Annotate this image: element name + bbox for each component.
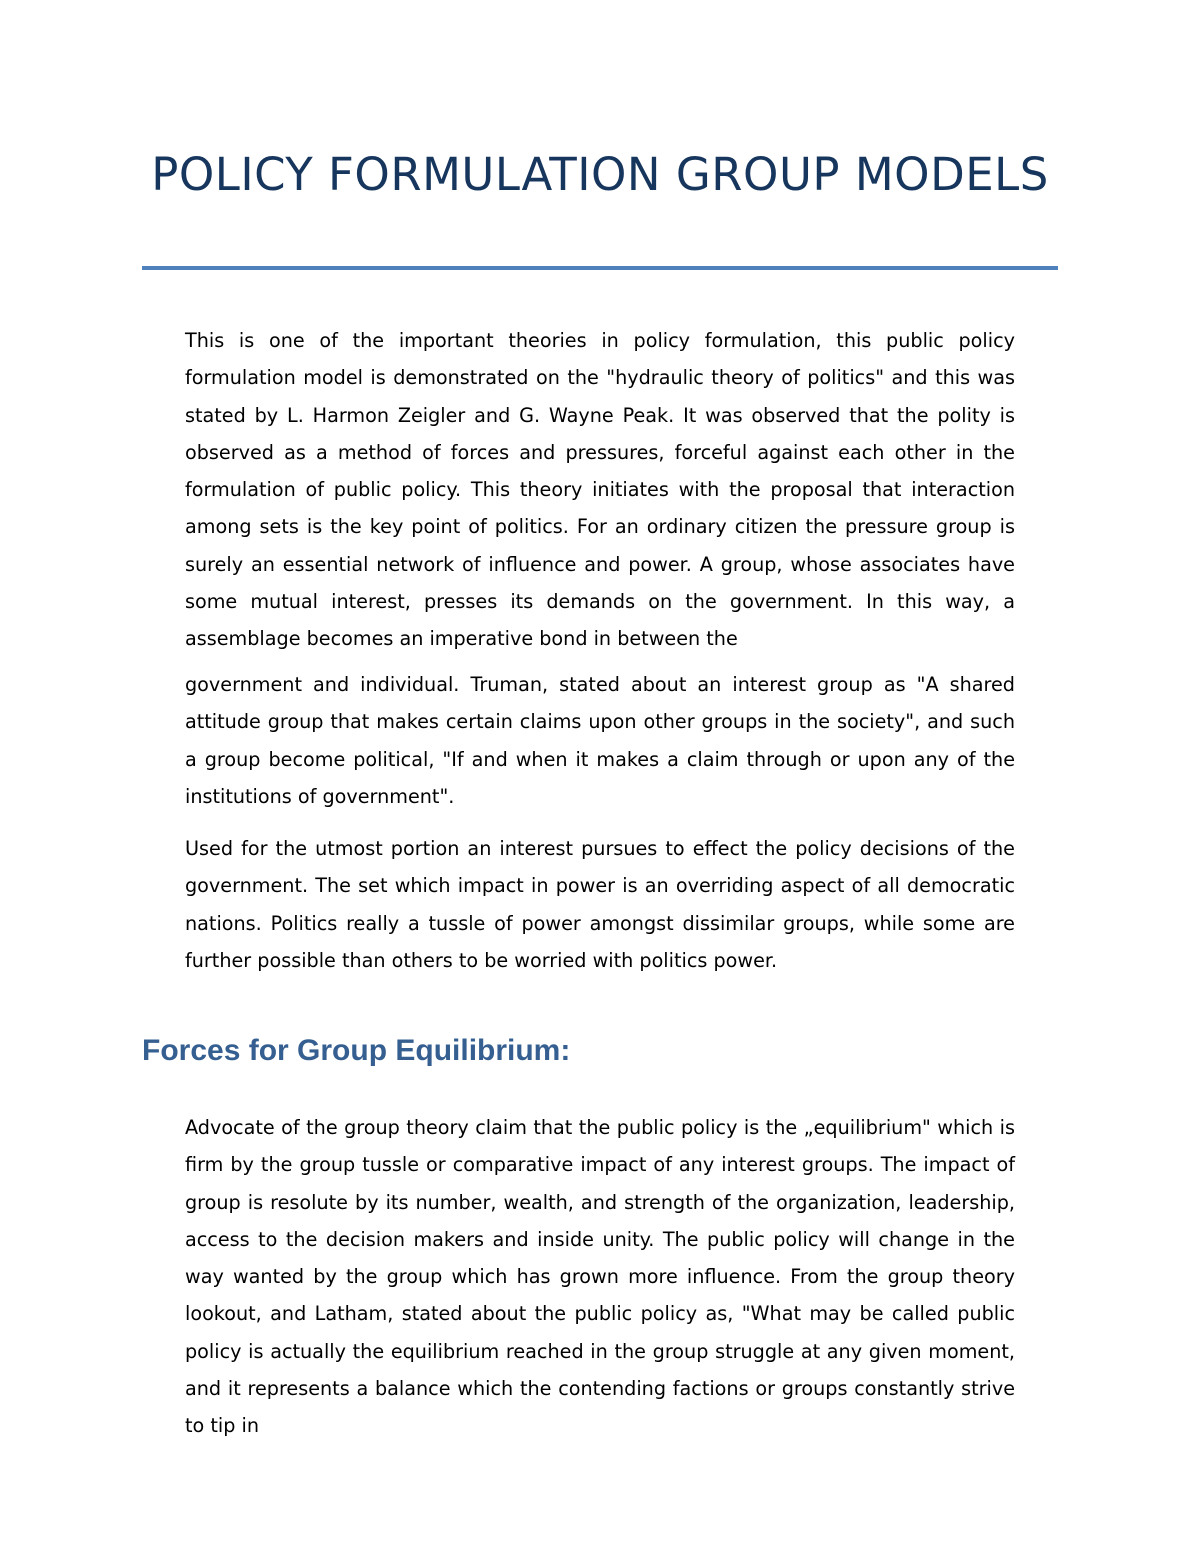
body-paragraph-1: This is one of the important theories in policy formulation, this public policy formulation model is demonstrated on the "hydraulic theory of politics" and this was stated by L. Harmon Zeigler and G. Wayne Peak. It was observed that the polity is observed as a method of forces and pressures, forceful against each other in the formulation of public policy. This theory initiates with the proposal that interaction among sets is the key point of politics. For an ordinary citizen the pressure group is surely an essential network of influence and power. A group, whose associates have some mutual interest, presses its demands on the government. In this way, a assemblage becomes an imperative bond in between the [185, 329, 1015, 651]
section-heading: Forces for Group Equilibrium: [142, 1034, 571, 1067]
section-paragraph: Advocate of the group theory claim that the public policy is the „equilibrium" which is firm by the group tussle or comparative impact of any interest groups. The impact of group is resolute by its number, wealth, and strength of the organization, leadership, access to the decision makers and inside unity. The public policy will change in the way wanted by the group which has grown more influence. From the group theory lookout, and Latham, stated about the public policy as, "What may be called public policy is actually the equilibrium reached in the group struggle at any given moment, and it represents a balance which the contending factions or groups constantly strive to tip in [185, 1116, 1015, 1438]
body-paragraph-2: government and individual. Truman, stated about an interest group as "A shared attitude group that makes certain claims upon other groups in the society", and such a group become political, "If and when it makes a claim through or upon any of the institutions of government". [185, 673, 1015, 808]
title-underline-rule [142, 266, 1058, 270]
document-title: POLICY FORMULATION GROUP MODELS [151, 148, 1049, 201]
body-paragraph-3: Used for the utmost portion an interest pursues to effect the policy decisions of the government. The set which impact in power is an overriding aspect of all democratic nations. Politics really a tussle of power amongst dissimilar groups, while some are further possible than others to be worried with politics power. [185, 837, 1015, 972]
